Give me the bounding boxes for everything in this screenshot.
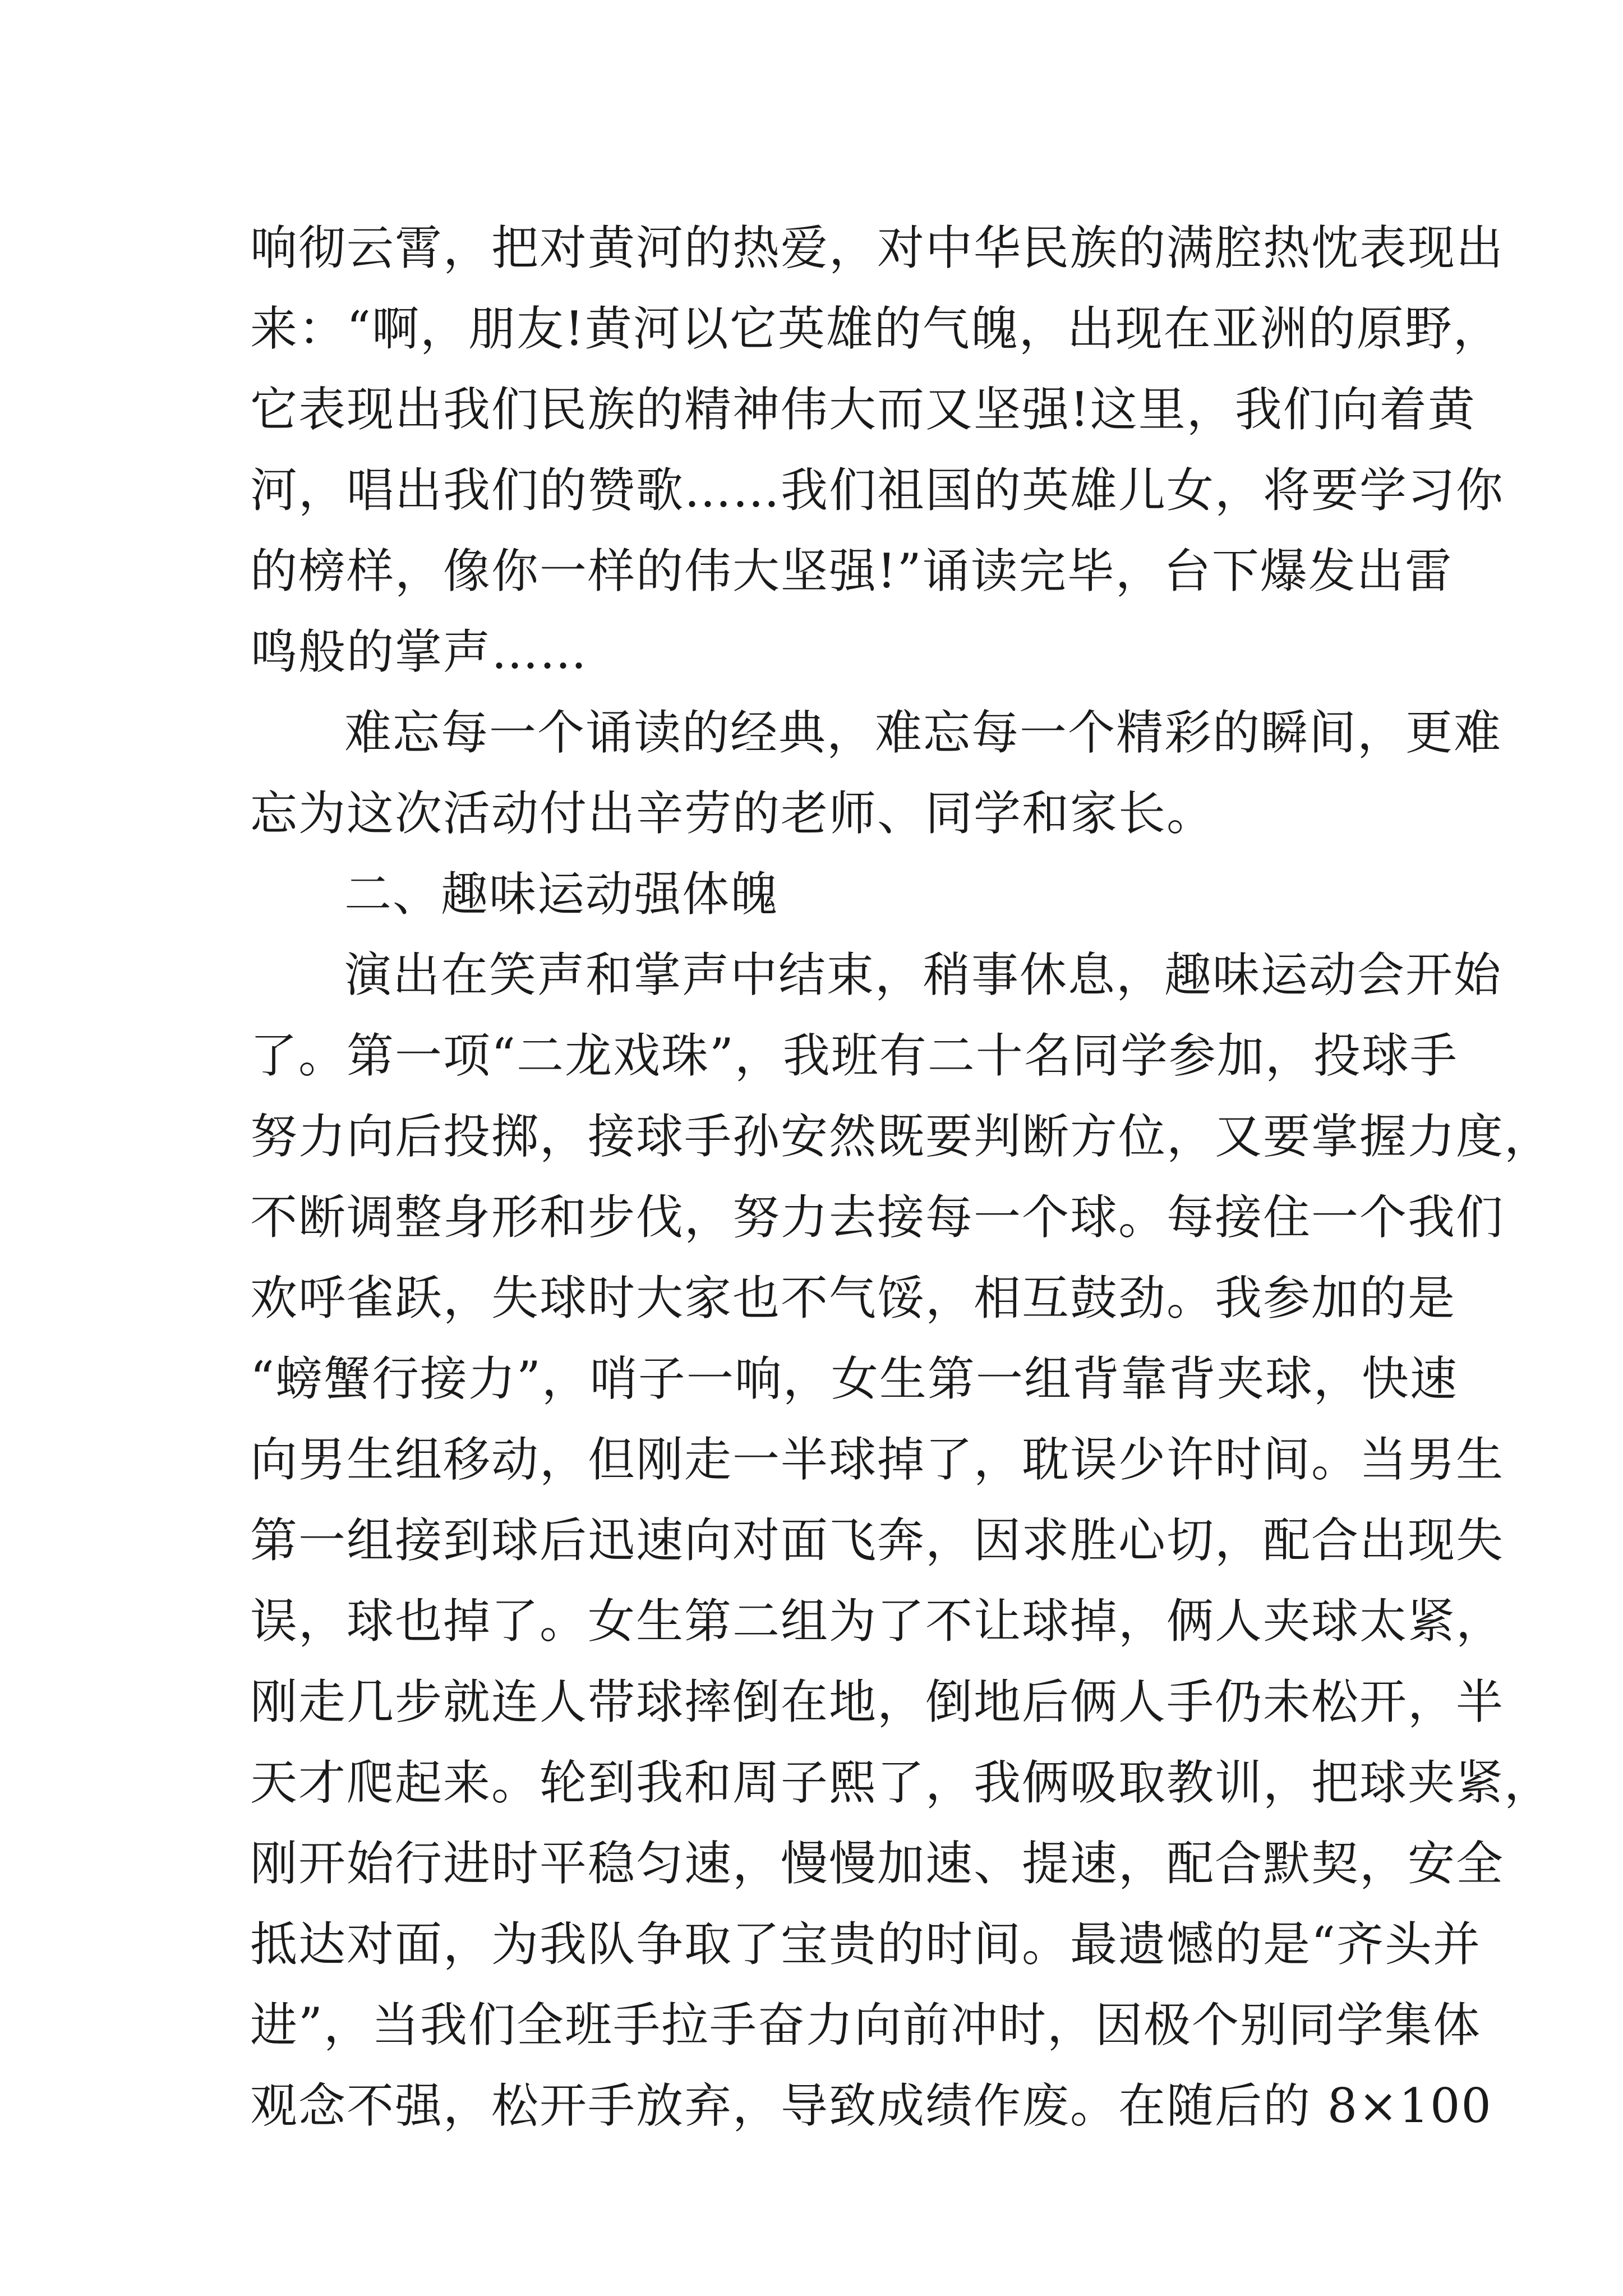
text-line: 观念不强，松开手放弃，导致成绩作废。在随后的 8×100 xyxy=(250,2078,1492,2133)
text-line: 忘为这次活动付出辛劳的老师、同学和家长。 xyxy=(250,786,1215,841)
paragraph-first-line: 演出在笑声和掌声中结束，稍事休息，趣味运动会开始 xyxy=(344,947,1502,1002)
text-line: 努力向后投掷，接球手孙安然既要判断方位，又要掌握力度， xyxy=(250,1109,1553,1164)
text-line: 欢呼雀跃，失球时大家也不气馁，相互鼓劲。我参加的是 xyxy=(250,1271,1456,1326)
text-line: 河，唱出我们的赞歌……我们祖国的英雄儿女，将要学习你 xyxy=(250,463,1505,518)
text-line: 进”，当我们全班手拉手奋力向前冲时，因极个别同学集体 xyxy=(250,1998,1481,2053)
body-text xyxy=(250,208,1553,2146)
text-line: 来：“啊，朋友!黄河以它英雄的气魄，出现在亚洲的原野， xyxy=(250,301,1501,356)
text-line: 鸣般的掌声…… xyxy=(250,624,588,679)
paragraph-first-line: 难忘每一个诵读的经典，难忘每一个精彩的瞬间，更难 xyxy=(344,705,1502,760)
section-heading: 二、趣味运动强体魄 xyxy=(344,867,779,922)
text-line: 刚走几步就连人带球摔倒在地，倒地后俩人手仍未松开，半 xyxy=(250,1674,1505,1729)
text-line: 它表现出我们民族的精神伟大而又坚强!这里，我们向着黄 xyxy=(250,382,1476,437)
text-line: 天才爬起来。轮到我和周子熙了，我俩吸取教训，把球夹紧， xyxy=(250,1755,1553,1810)
text-line: 的榜样，像你一样的伟大坚强!”诵读完毕，台下爆发出雷 xyxy=(250,544,1453,599)
text-line: 第一组接到球后迅速向对面飞奔，因求胜心切，配合出现失 xyxy=(250,1513,1505,1568)
text-line: 响彻云霄，把对黄河的热爱，对中华民族的满腔热忱表现出 xyxy=(250,220,1505,275)
text-line: 抵达对面，为我队争取了宝贵的时间。最遗憾的是“齐头并 xyxy=(250,1917,1481,1972)
text-line: 刚开始行进时平稳匀速，慢慢加速、提速，配合默契，安全 xyxy=(250,1836,1505,1891)
text-line: “螃蟹行接力”，哨子一响，女生第一组背靠背夹球，快速 xyxy=(250,1351,1458,1406)
text-line: 误，球也掉了。女生第二组为了不让球掉，俩人夹球太紧， xyxy=(250,1594,1505,1649)
text-line: 了。第一项“二龙戏珠”，我班有二十名同学参加，投球手 xyxy=(250,1028,1458,1083)
text-line: 不断调整身形和步伐，努力去接每一个球。每接住一个我们 xyxy=(250,1190,1505,1245)
text-line: 向男生组移动，但刚走一半球掉了，耽误少许时间。当男生 xyxy=(250,1432,1505,1487)
